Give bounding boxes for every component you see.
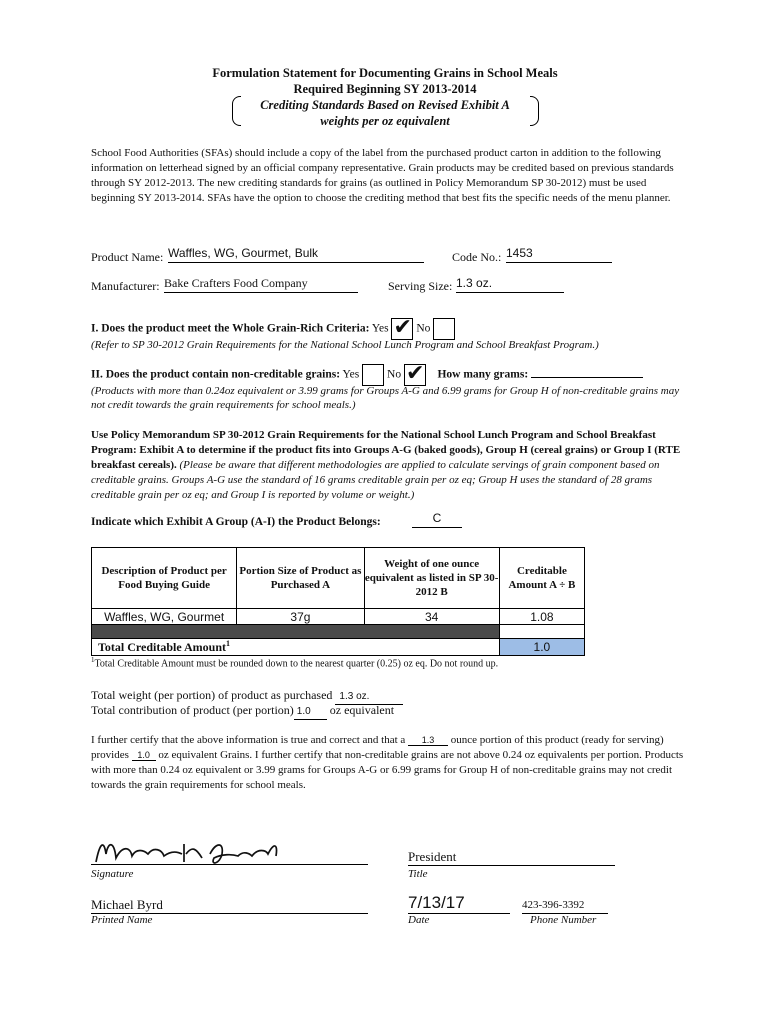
total-superscript: 1 xyxy=(226,639,231,648)
table-row xyxy=(92,609,585,625)
form-crediting-weights: weights per oz equivalent xyxy=(320,114,450,128)
left-brace xyxy=(232,96,241,126)
code-label: Code No.: xyxy=(452,250,502,264)
manufacturer-field[interactable]: Bake Crafters Food Company xyxy=(164,276,358,293)
signature-label: Signature xyxy=(91,868,134,880)
signature-line[interactable] xyxy=(91,864,368,865)
question-non-creditable xyxy=(91,360,643,386)
title-field[interactable]: President xyxy=(408,849,615,866)
no-label: No xyxy=(387,368,402,381)
intro-paragraph: School Food Authorities (SFAs) should include a copy of the label from the purchased product carton in addition to the following information on letterhead signed by an official company representative. Grain products may be credited based on previous standards through SY 2012-2013. The new crediting standards for grains (as outlined in Policy Memorandum SP 30-2012) must be used beginning SY 2013-2014. SFAs have the option to choose the crediting method that best fits the specific needs of the menu planner. xyxy=(91,147,674,204)
shaded-cell xyxy=(92,625,500,639)
col-header-portion: Portion Size of Product as Purchased A xyxy=(237,548,364,609)
printed-name-field[interactable]: Michael Byrd xyxy=(91,897,368,914)
right-brace xyxy=(530,96,539,126)
checkmark-icon: ✔ xyxy=(405,360,425,385)
whole-grain-yes-checkbox[interactable] xyxy=(391,314,413,340)
form-subtitle: Required Beginning SY 2013-2014 xyxy=(293,82,477,96)
table-shaded-row xyxy=(92,625,585,639)
footnote xyxy=(91,656,498,669)
date-label: Date xyxy=(408,914,430,926)
grams-label: How many grams: xyxy=(437,368,529,381)
total-weight-field[interactable]: 1.3 oz. xyxy=(335,691,403,705)
contribution-suffix: oz equivalent xyxy=(329,703,395,717)
checkmark-icon: ✔ xyxy=(393,314,412,339)
group-label: Indicate which Exhibit A Group (A-I) the Product Belongs: xyxy=(91,516,381,528)
question-whole-grain xyxy=(91,314,455,340)
phone-label: Phone Number xyxy=(530,914,597,926)
manufacturer-label: Manufacturer: xyxy=(91,279,160,293)
policy-italic-text: (Please be aware that different methodologies are applied to calculate servings of grain component based on creditable grains. Groups A-G use the standard of 16 grams creditable grain per oz eq; Group H uses the standard of 28 grams creditable grain per oz eq; and Group I is reported by volume or weight.) xyxy=(91,459,660,501)
total-contribution-label: Total contribution of product (per portion) xyxy=(91,703,294,717)
no-label: No xyxy=(416,322,431,335)
total-weight-label: Total weight (per portion) of product as purchased xyxy=(91,688,333,702)
cell-weight[interactable]: 34 xyxy=(364,609,499,625)
date-field[interactable]: 7/13/17 xyxy=(408,893,510,914)
col-header-creditable: Creditable Amount A ÷ B xyxy=(499,548,584,609)
serving-size-field[interactable]: 1.3 oz. xyxy=(456,276,564,293)
total-contribution-field[interactable]: 1.0 xyxy=(294,706,327,720)
col-header-description: Description of Product per Food Buying Guide xyxy=(92,548,237,609)
group-field[interactable]: C xyxy=(412,511,462,528)
non-creditable-yes-checkbox[interactable] xyxy=(362,364,384,386)
form-title: Formulation Statement for Documenting Grains in School Meals xyxy=(212,66,558,80)
footnote-text: Total Creditable Amount must be rounded down to the nearest quarter (0.25) oz eq. Do not round up. xyxy=(94,658,499,670)
cert-portion-field[interactable]: 1.3 xyxy=(408,733,448,746)
total-row xyxy=(92,639,585,656)
product-name-field[interactable]: Waffles, WG, Gourmet, Bulk xyxy=(168,246,424,263)
total-label-cell xyxy=(92,639,500,656)
grams-field[interactable] xyxy=(531,365,643,378)
total-label: Total Creditable Amount xyxy=(98,640,227,654)
col-header-weight: Weight of one ounce equivalent as listed in SP 30-2012 B xyxy=(364,548,499,609)
yes-label: Yes xyxy=(371,322,389,335)
printed-name-label: Printed Name xyxy=(91,914,153,926)
non-creditable-no-checkbox[interactable] xyxy=(404,360,426,386)
whole-grain-note: (Refer to SP 30-2012 Grain Requirements for the National School Lunch Program and School Breakfast Program.) xyxy=(91,339,599,351)
title-label: Title xyxy=(408,868,428,880)
product-name-label: Product Name: xyxy=(91,250,164,264)
crediting-table xyxy=(91,547,585,656)
cert-text-1: I further certify that the above information is true and correct and that a xyxy=(91,734,406,746)
question-whole-grain-text: I. Does the product meet the Whole Grain-Rich Criteria: xyxy=(91,322,370,335)
cert-text-2: ounce portion of this product (ready for serving) provides xyxy=(91,734,664,761)
phone-field[interactable]: 423-396-3392 xyxy=(522,899,608,914)
code-field[interactable]: 1453 xyxy=(506,246,612,263)
certification-paragraph xyxy=(91,733,685,793)
cell-creditable[interactable]: 1.08 xyxy=(499,609,584,625)
non-creditable-note: (Products with more than 0.24oz equivalent or 3.99 grams for Groups A-G and 6.99 grams for Group H of non-creditable grains may not credit towards the grain requirements for school meals.) xyxy=(91,385,680,411)
cert-provides-field[interactable]: 1.0 xyxy=(132,748,156,761)
cert-text-3: oz equivalent Grains. I further certify that non-creditable grains are not above 0.24 oz equivalents per portion. Products with more than 0.24 oz equivalent or 3.99 grams for Groups A-G or 6.99 grams for Group H of non-creditable grains may not credit towards the grain requirements for school meals. xyxy=(91,749,684,791)
footnote-superscript: 1 xyxy=(91,656,95,664)
cell-portion[interactable]: 37g xyxy=(237,609,364,625)
blank-cell xyxy=(499,625,584,639)
policy-bold-text: Use Policy Memorandum SP 30-2012 Grain Requirements for the National School Lunch Program and School Breakfast Program: Exhibit A to determine if the product fits into Groups A-G (baked goods), Group H (cereal grains) or Group I (RTE breakfast cereals). xyxy=(91,429,681,471)
yes-label: Yes xyxy=(342,368,360,381)
form-crediting-standard: Crediting Standards Based on Revised Exhibit A xyxy=(260,98,510,112)
total-value-cell[interactable]: 1.0 xyxy=(499,639,584,656)
cell-description[interactable]: Waffles, WG, Gourmet xyxy=(92,609,237,625)
policy-paragraph xyxy=(91,428,683,503)
total-contribution-line xyxy=(91,703,394,720)
question-non-creditable-text: II. Does the product contain non-creditable grains: xyxy=(91,368,341,381)
whole-grain-no-checkbox[interactable] xyxy=(433,318,455,340)
serving-size-label: Serving Size: xyxy=(388,279,453,293)
